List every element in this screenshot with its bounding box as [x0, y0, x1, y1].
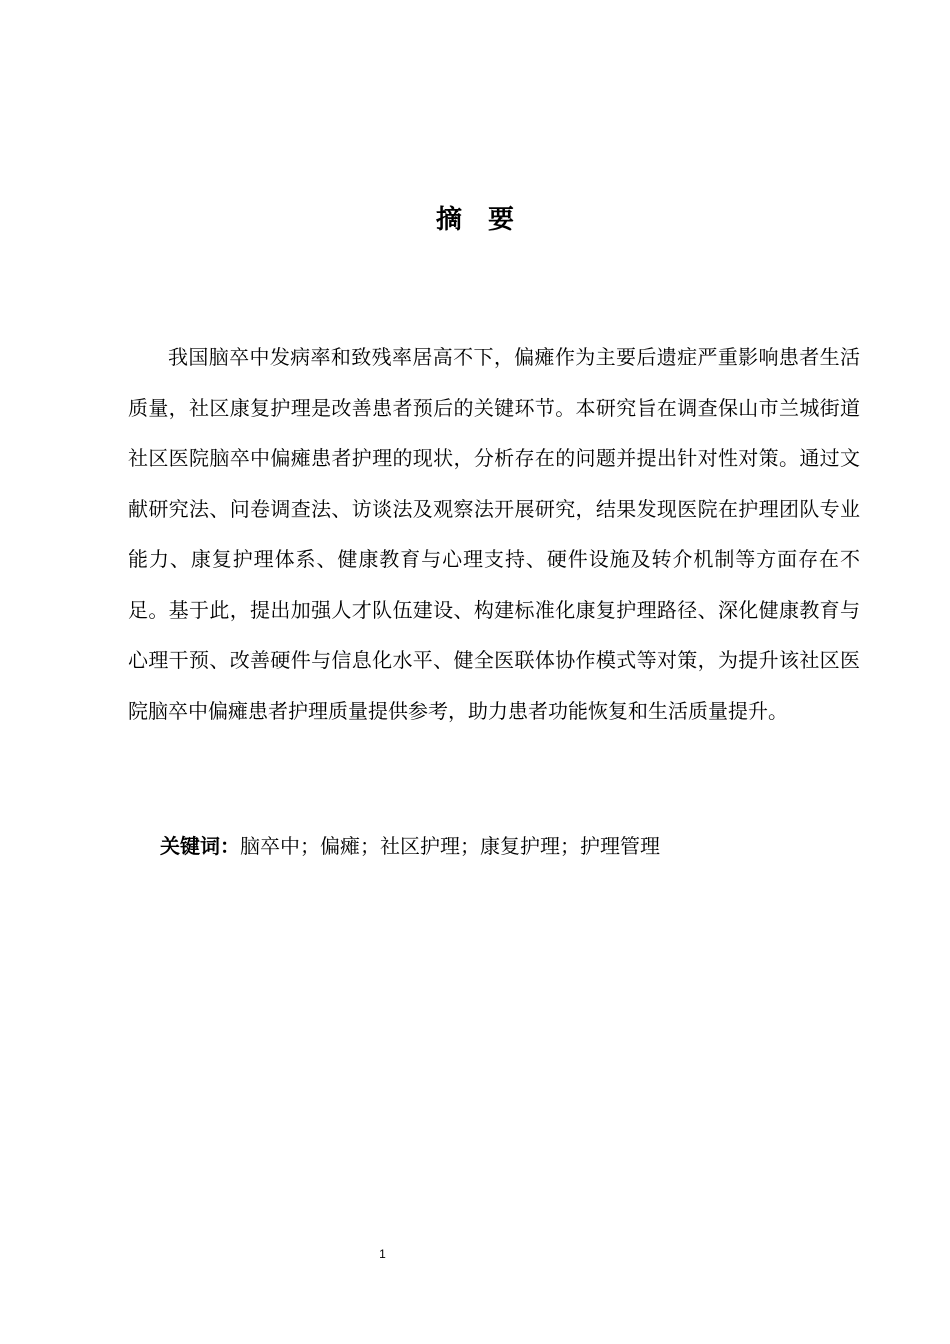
page-number: 1 [379, 1247, 386, 1261]
abstract-body: 我国脑卒中发病率和致残率居高不下，偏瘫作为主要后遗症严重影响患者生活质量，社区康复护理是改善患者预后的关键环节。本研究旨在调查保山市兰城街道社区医院脑卒中偏瘫患者护理的现状，分析存在的问题并提出针对性对策。通过文献研究法、问卷调查法、访谈法及观察法开展研究，结果发现医院在护理团队专业能力、康复护理体系、健康教育与心理支持、硬件设施及转介机制等方面存在不足。基于此，提出加强人才队伍建设、构建标准化康复护理路径、深化健康教育与心理干预、改善硬件与信息化水平、健全医联体协作模式等对策，为提升该社区医院脑卒中偏瘫患者护理质量提供参考，助力患者功能恢复和生活质量提升。 [128, 345, 860, 723]
keywords-label: 关键词： [160, 834, 240, 858]
keywords-text: 脑卒中；偏瘫；社区护理；康复护理；护理管理 [240, 834, 660, 858]
abstract-title: 摘要 [435, 205, 540, 235]
keywords-line [160, 826, 860, 866]
